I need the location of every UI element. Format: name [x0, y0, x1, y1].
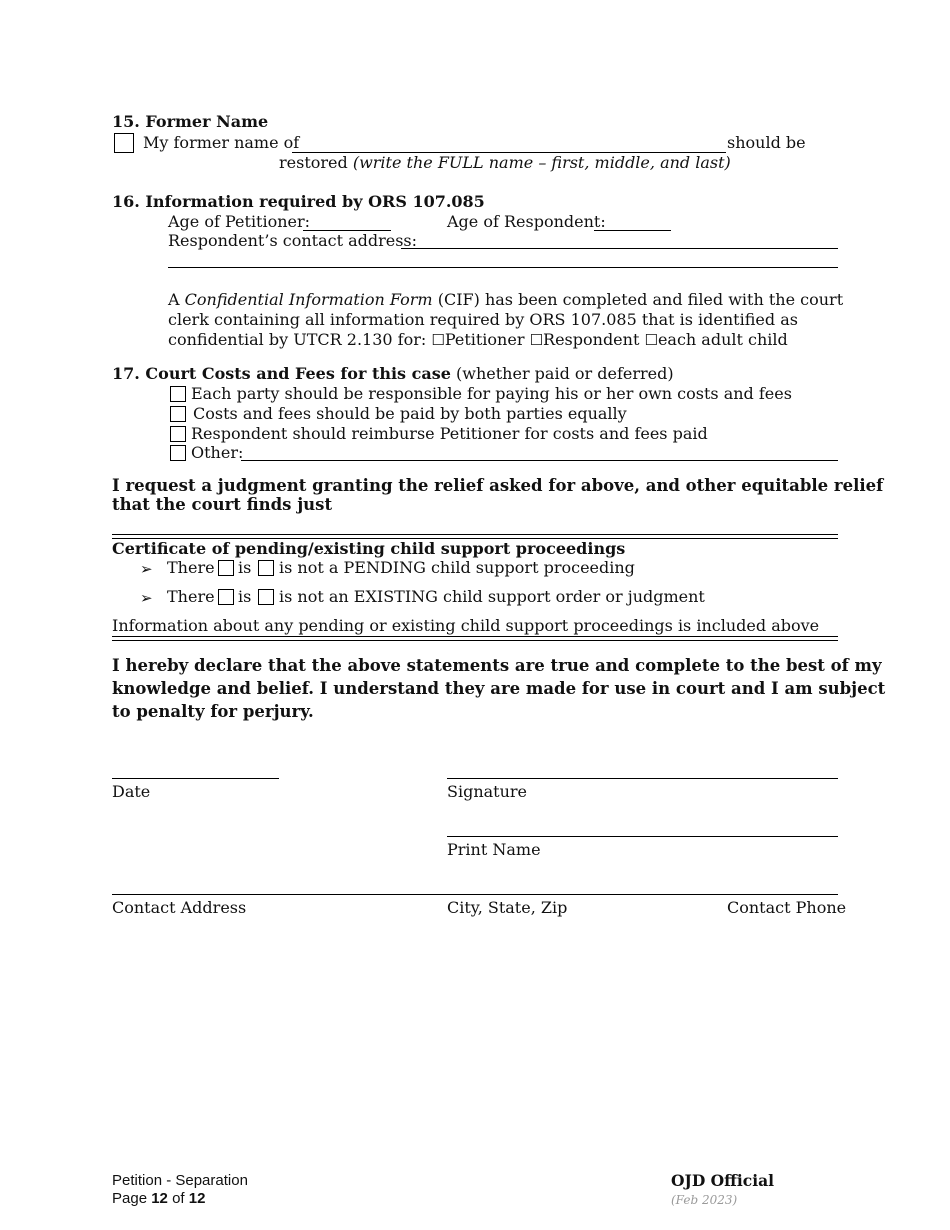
restored-text: restored — [279, 153, 348, 172]
cif-petitioner-checkbox[interactable]: ☐ — [431, 331, 445, 349]
section-16-title: 16. Information required by ORS 107.085 — [112, 192, 485, 211]
pending-is-not-checkbox[interactable] — [258, 560, 274, 576]
cif-text-a: A — [168, 290, 180, 309]
signature-label: Signature — [447, 782, 528, 801]
declaration-line-2: knowledge and belief. I understand they are made for use in court and I am subject — [112, 679, 886, 698]
costs-other-field[interactable] — [241, 460, 838, 461]
bullet-arrow-icon: ➢ — [140, 589, 153, 607]
costs-option-other-checkbox[interactable] — [170, 445, 186, 461]
page-total: 12 — [188, 1190, 206, 1207]
respondent-contact-address-field[interactable] — [401, 248, 838, 249]
declaration-line-3: to penalty for perjury. — [112, 702, 314, 721]
costs-option-reimburse-label: Respondent should reimburse Petitioner for costs and fees paid — [191, 424, 708, 443]
pending-there: There — [167, 558, 215, 577]
pending-is: is — [238, 558, 252, 577]
cif-respondent-label: Respondent — [543, 330, 640, 349]
certificate-bottom-rule — [112, 636, 838, 641]
costs-option-equally-label: Costs and fees should be paid by both parties equally — [193, 404, 627, 423]
cif-line-2: clerk containing all information required by ORS 107.085 that is identified as — [168, 310, 798, 329]
footer-revision-date: (Feb 2023) — [671, 1193, 738, 1207]
section-17-note: (whether paid or deferred) — [456, 364, 674, 383]
cif-line-3 — [168, 330, 788, 350]
page-current: 12 — [151, 1190, 168, 1207]
footer-form-name: Petition - Separation — [112, 1172, 248, 1189]
cif-respondent-checkbox[interactable]: ☐ — [529, 331, 544, 349]
request-line-2: that the court finds just — [112, 495, 333, 514]
contact-info-field[interactable] — [112, 894, 838, 895]
cif-text-b: (CIF) has been completed and filed with the court — [437, 290, 844, 309]
signature-field[interactable] — [447, 778, 838, 779]
age-respondent-label: Age of Respondent: — [447, 212, 606, 231]
existing-is-not-checkbox[interactable] — [258, 589, 274, 605]
costs-option-other-label: Other: — [191, 443, 244, 462]
cif-adult-child-checkbox[interactable]: ☐ — [644, 331, 658, 349]
pending-is-checkbox[interactable] — [218, 560, 234, 576]
former-name-restored-line — [279, 153, 731, 173]
former-name-suffix: should be — [727, 133, 806, 152]
existing-is-checkbox[interactable] — [218, 589, 234, 605]
section-17-heading — [112, 364, 674, 384]
request-line-1: I request a judgment granting the relief asked for above, and other equitable relief — [112, 476, 884, 495]
contact-address-label: Contact Address — [112, 898, 247, 917]
print-name-label: Print Name — [447, 840, 541, 859]
age-respondent-field[interactable] — [594, 230, 671, 231]
costs-option-equally-checkbox[interactable] — [170, 406, 186, 422]
city-state-zip-label: City, State, Zip — [447, 898, 568, 917]
existing-is: is — [238, 587, 252, 606]
respondent-contact-address-field-2[interactable] — [168, 267, 838, 268]
age-petitioner-label: Age of Petitioner: — [168, 212, 311, 231]
restored-instruction: (write the FULL name – first, middle, and last) — [352, 153, 731, 172]
section-15-title: 15. Former Name — [112, 112, 269, 131]
print-name-field[interactable] — [447, 836, 838, 837]
costs-option-reimburse-checkbox[interactable] — [170, 426, 186, 442]
cif-petitioner-label: Petitioner — [444, 330, 525, 349]
costs-option-each-party-label: Each party should be responsible for paying his or her own costs and fees — [191, 384, 792, 403]
certificate-title: Certificate of pending/existing child support proceedings — [112, 539, 626, 558]
respondent-contact-address-label: Respondent’s contact address: — [168, 231, 418, 250]
pending-rest: is not a PENDING child support proceeding — [279, 558, 635, 577]
bullet-arrow-icon: ➢ — [140, 560, 153, 578]
contact-phone-label: Contact Phone — [727, 898, 847, 917]
existing-rest: is not an EXISTING child support order or judgment — [279, 587, 705, 606]
cif-line-3-prefix: confidential by UTCR 2.130 for: — [168, 330, 427, 349]
declaration-line-1: I hereby declare that the above statements are true and complete to the best of my — [112, 656, 882, 675]
former-name-checkbox[interactable] — [114, 133, 134, 153]
cif-form-name: Confidential Information Form — [184, 290, 433, 309]
certificate-info: Information about any pending or existing child support proceedings is included above — [112, 616, 820, 635]
cif-adult-child-label: each adult child — [657, 330, 788, 349]
footer-ojd-official: OJD Official — [671, 1171, 775, 1190]
section-17-title: 17. Court Costs and Fees for this case — [112, 364, 451, 383]
date-label: Date — [112, 782, 151, 801]
former-name-label: My former name of — [143, 133, 300, 152]
page-of: of — [172, 1190, 185, 1207]
date-field[interactable] — [112, 778, 279, 779]
cif-line-1 — [168, 290, 843, 310]
existing-there: There — [167, 587, 215, 606]
page-prefix: Page — [112, 1190, 148, 1207]
costs-option-each-party-checkbox[interactable] — [170, 386, 186, 402]
footer-page-number — [112, 1189, 205, 1209]
